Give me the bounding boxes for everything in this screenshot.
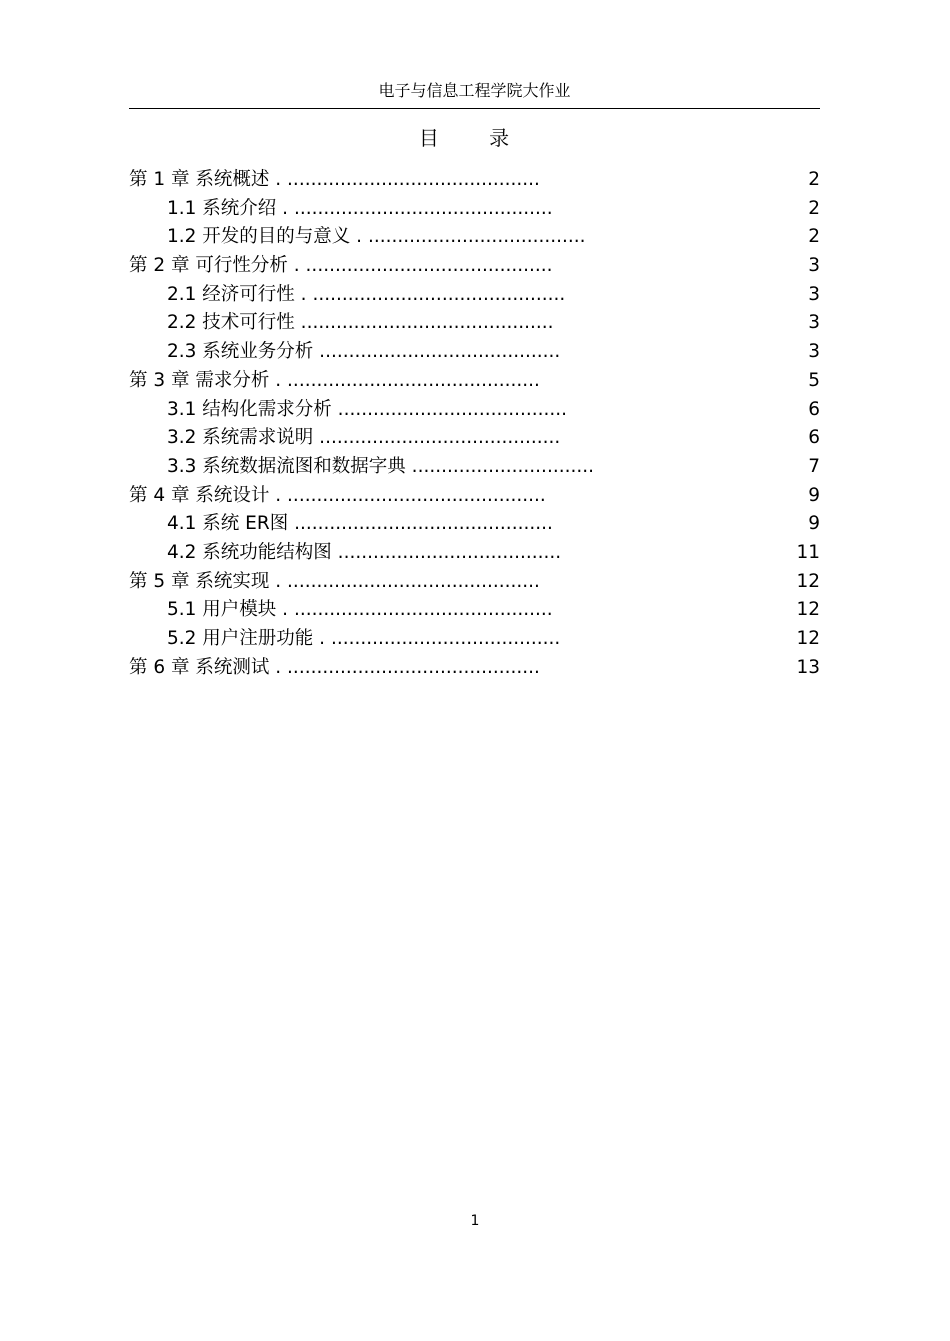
toc-entry-page: 3 <box>808 283 820 305</box>
toc-entry-text: 3.3 系统数据流图和数据字典 ............................... <box>167 455 594 477</box>
toc-entry[interactable] <box>129 625 820 654</box>
toc-entry[interactable] <box>129 482 820 511</box>
toc-entry[interactable] <box>129 654 820 683</box>
toc-entry-text: 5.1 用户模块 . ............................................ <box>167 599 553 621</box>
page-number: 1 <box>470 1213 480 1229</box>
toc-entry[interactable] <box>129 166 820 195</box>
toc-entry-text: 第 5 章 系统实现 . ........................................... <box>129 570 540 592</box>
toc-entry-text: 2.2 技术可行性 ........................................... <box>167 312 554 334</box>
toc-entry-text: 第 1 章 系统概述 . ........................................... <box>129 169 540 190</box>
toc-entry[interactable] <box>129 396 820 425</box>
toc-entry[interactable] <box>129 596 820 625</box>
toc-entry-page: 5 <box>808 369 820 391</box>
toc-entry-page: 11 <box>796 541 820 563</box>
toc-entry[interactable] <box>129 309 820 338</box>
toc-entry-page: 2 <box>808 197 820 219</box>
toc-entry-text: 5.2 用户注册功能 . ....................................... <box>167 628 561 649</box>
toc-entry-page: 2 <box>808 169 820 190</box>
toc-entry-text: 第 2 章 可行性分析 . .......................................... <box>129 255 553 277</box>
toc-entry-page: 7 <box>808 455 820 477</box>
toc-entry[interactable] <box>129 252 820 281</box>
toc-entry[interactable] <box>129 281 820 310</box>
toc-entry-text: 4.2 系统功能结构图 ...................................... <box>167 541 562 563</box>
toc-entry-text: 3.2 系统需求说明 ......................................... <box>167 427 561 449</box>
toc-entry[interactable] <box>129 568 820 597</box>
page-header-title: 电子与信息工程学院大作业 <box>378 81 571 100</box>
toc-entry-text: 2.1 经济可行性 . ........................................... <box>167 283 566 305</box>
toc-entry-page: 3 <box>808 341 820 363</box>
toc-entry[interactable] <box>129 223 820 252</box>
header-rule <box>129 108 820 109</box>
toc-entry[interactable] <box>129 510 820 539</box>
table-of-contents <box>129 166 820 682</box>
toc-title: 目 录 <box>418 126 532 150</box>
toc-entry[interactable] <box>129 453 820 482</box>
toc-entry-text: 2.3 系统业务分析 ......................................... <box>167 341 561 363</box>
toc-entry-page: 6 <box>808 398 820 420</box>
toc-entry[interactable] <box>129 338 820 367</box>
toc-entry-text: 1.2 开发的目的与意义 . ..................................... <box>167 226 586 248</box>
toc-entry-text: 第 6 章 系统测试 . ........................................... <box>129 656 540 678</box>
toc-entry-text: 3.1 结构化需求分析 ....................................... <box>167 398 568 420</box>
toc-entry-page: 3 <box>808 312 820 334</box>
toc-entry-page: 12 <box>796 599 820 621</box>
toc-entry-page: 3 <box>808 255 820 277</box>
toc-entry-page: 13 <box>796 656 820 678</box>
toc-entry-page: 12 <box>796 628 820 649</box>
toc-entry-text: 4.1 系统 ER图 ............................................ <box>167 513 553 535</box>
toc-entry[interactable] <box>129 367 820 396</box>
toc-entry-text: 第 3 章 需求分析 . ........................................... <box>129 369 540 391</box>
toc-entry[interactable] <box>129 424 820 453</box>
toc-entry-page: 9 <box>808 513 820 535</box>
toc-entry-text: 1.1 系统介绍 . ............................................ <box>167 197 553 219</box>
toc-entry-page: 2 <box>808 226 820 248</box>
toc-entry-page: 9 <box>808 484 820 506</box>
toc-entry-page: 12 <box>796 570 820 592</box>
toc-entry-page: 6 <box>808 427 820 449</box>
toc-entry[interactable] <box>129 539 820 568</box>
toc-entry-text: 第 4 章 系统设计 . ............................................ <box>129 484 546 506</box>
toc-entry[interactable] <box>129 195 820 224</box>
